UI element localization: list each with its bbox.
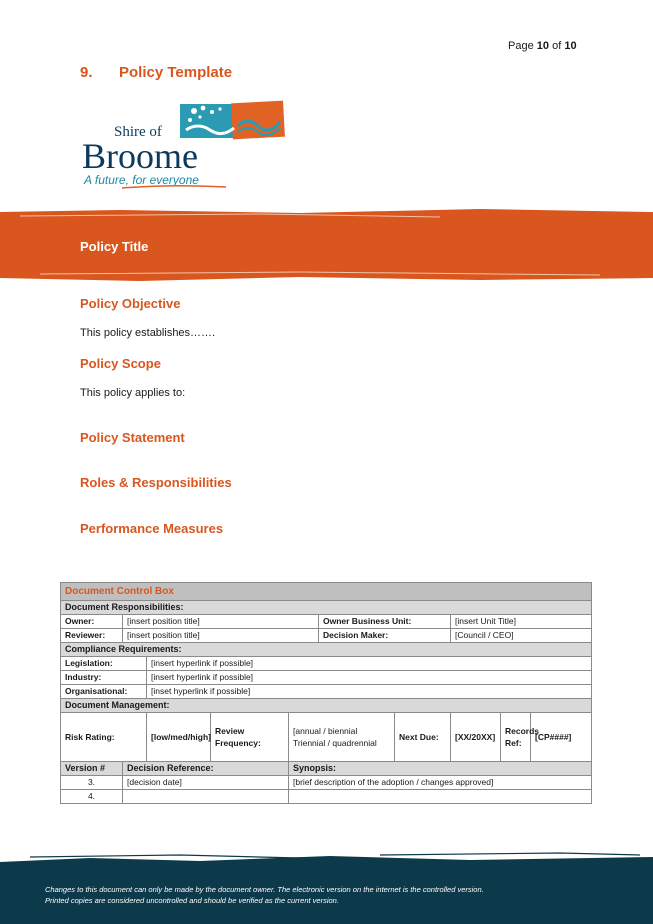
footer-line-1: Changes to this document can only be made by the document owner. The electronic version on the internet is the controlled version. — [45, 885, 484, 894]
version-number: 3. — [61, 776, 123, 790]
dcb-risk-label: Risk Rating: — [61, 713, 147, 762]
dcb-owner-label: Owner: — [61, 615, 123, 629]
dcb-responsibilities-heading: Document Responsibilities: — [61, 601, 592, 615]
page-number: Page 10 of 10 — [508, 40, 577, 52]
dcb-organisational-label: Organisational: — [61, 685, 147, 699]
dcb-unit-label: Owner Business Unit: — [319, 615, 451, 629]
synopsis — [289, 790, 592, 804]
dcb-maker-value: [Council / CEO] — [451, 629, 592, 643]
table-row — [61, 790, 592, 804]
dcb-risk-value: [low/med/high] — [147, 713, 211, 762]
dcb-records-label: Records Ref: — [501, 713, 531, 762]
dcb-legislation-label: Legislation: — [61, 657, 147, 671]
dcb-records-value: [CP####] — [531, 713, 592, 762]
dcb-owner-value: [insert position title] — [123, 615, 319, 629]
section-number: 9. — [80, 64, 93, 81]
dcb-maker-label: Decision Maker: — [319, 629, 451, 643]
logo-text-shire-of: Shire of — [114, 124, 162, 140]
decision-reference: [decision date] — [123, 776, 289, 790]
dcb-title: Document Control Box — [61, 583, 592, 601]
logo-tagline: A future, for everyone — [84, 173, 199, 187]
synopsis: [brief description of the adoption / changes approved] — [289, 776, 592, 790]
text-policy-scope: This policy applies to: — [80, 387, 186, 399]
dcb-reviewer-value: [insert position title] — [123, 629, 319, 643]
heading-policy-statement: Policy Statement — [80, 430, 185, 445]
heading-roles-responsibilities: Roles & Responsibilities — [80, 475, 232, 490]
heading-policy-scope: Policy Scope — [80, 356, 161, 371]
footer-line-2: Printed copies are considered uncontrolled and should be verified as the current version. — [45, 896, 339, 905]
table-row — [61, 776, 592, 790]
document-control-box — [60, 582, 592, 804]
dcb-reviewer-label: Reviewer: — [61, 629, 123, 643]
text-policy-objective: This policy establishes……. — [80, 327, 216, 339]
footer-disclaimer — [45, 884, 484, 906]
dcb-due-label: Next Due: — [395, 713, 451, 762]
dcb-due-value: [XX/20XX] — [451, 713, 501, 762]
dcb-col-decision-ref: Decision Reference: — [123, 762, 289, 776]
dcb-management-heading: Document Management: — [61, 699, 592, 713]
shire-of-broome-logo — [82, 100, 286, 192]
dcb-industry-value: [insert hyperlink if possible] — [147, 671, 592, 685]
dcb-compliance-heading: Compliance Requirements: — [61, 643, 592, 657]
decision-reference — [123, 790, 289, 804]
dcb-col-version: Version # — [61, 762, 123, 776]
dcb-col-synopsis: Synopsis: — [289, 762, 592, 776]
dcb-industry-label: Industry: — [61, 671, 147, 685]
heading-performance-measures: Performance Measures — [80, 521, 224, 536]
dcb-unit-value: [insert Unit Title] — [451, 615, 592, 629]
dcb-frequency-label: Review Frequency: — [211, 713, 289, 762]
heading-policy-objective: Policy Objective — [80, 296, 181, 311]
dcb-frequency-value: [annual / biennial Triennial / quadrennial — [289, 713, 395, 762]
dcb-organisational-value: [inset hyperlink if possible] — [147, 685, 592, 699]
policy-title: Policy Title — [80, 239, 149, 254]
logo-text-broome: Broome — [82, 136, 198, 176]
section-title: Policy Template — [119, 64, 233, 81]
section-heading — [80, 64, 232, 81]
logo-emblem — [180, 101, 285, 140]
version-number: 4. — [61, 790, 123, 804]
dcb-legislation-value: [insert hyperlink if possible] — [147, 657, 592, 671]
